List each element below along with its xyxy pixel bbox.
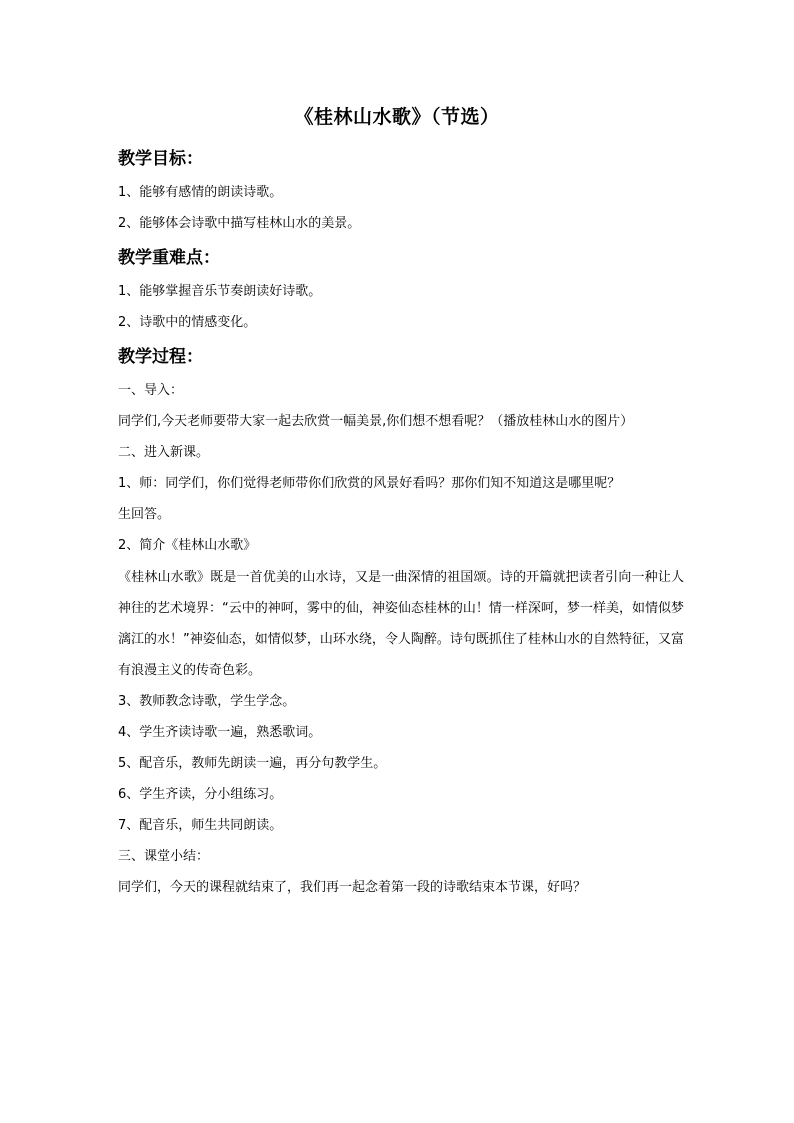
process-step: 2、简介《桂林山水歌》 xyxy=(118,538,257,553)
process-step: 6、学生齐读，分小组练习。 xyxy=(118,787,283,802)
section-heading-objectives: 教学目标： xyxy=(118,149,203,169)
key-point-item: 1、能够掌握音乐节奏朗读好诗歌。 xyxy=(118,284,322,299)
process-step: 一、导入： xyxy=(118,383,184,398)
document-body xyxy=(118,146,684,909)
document-title: 《桂林山水歌》（节选） xyxy=(294,106,500,128)
poem-introduction-paragraph: 《桂林山水歌》既是一首优美的山水诗，又是一曲深情的祖国颂。诗的开篇就把读者引向一种让人神往的艺术境界：“云中的神呵，雾中的仙，神姿仙态桂林的山！情一样深呵，梦一样美，如情似梦漓江的水！”神姿仙态，如情似梦，山环水绕，令人陶醉。诗句既抓住了桂林山水的自然特征，又富有浪漫主义的传奇色彩。 xyxy=(118,570,684,678)
section-heading-process: 教学过程： xyxy=(118,347,203,367)
process-step: 4、学生齐读诗歌一遍，熟悉歌词。 xyxy=(118,725,322,740)
process-step: 二、进入新课。 xyxy=(118,445,210,460)
objective-item: 2、能够体会诗歌中描写桂林山水的美景。 xyxy=(118,216,361,231)
process-step: 7、配音乐，师生共同朗读。 xyxy=(118,818,283,833)
process-step: 5、配音乐，教师先朗读一遍，再分句教学生。 xyxy=(118,756,387,771)
objective-item: 1、能够有感情的朗读诗歌。 xyxy=(118,185,283,200)
process-step: 3、教师教念诗歌，学生学念。 xyxy=(118,694,296,709)
section-heading-key-points: 教学重难点： xyxy=(118,248,220,268)
process-step: 1、师：同学们，你们觉得老师带你们欣赏的风景好看吗？那你们知不知道这是哪里呢？ xyxy=(118,476,621,491)
process-step: 生回答。 xyxy=(118,507,171,522)
summary-text: 同学们，今天的课程就结束了，我们再一起念着第一段的诗歌结束本节课，好吗？ xyxy=(118,880,587,895)
summary-heading: 三、课堂小结： xyxy=(118,849,210,864)
process-step: 同学们,今天老师要带大家一起去欣赏一幅美景,你们想不想看呢？（播放桂林山水的图片） xyxy=(118,414,634,429)
key-point-item: 2、诗歌中的情感变化。 xyxy=(118,315,257,330)
